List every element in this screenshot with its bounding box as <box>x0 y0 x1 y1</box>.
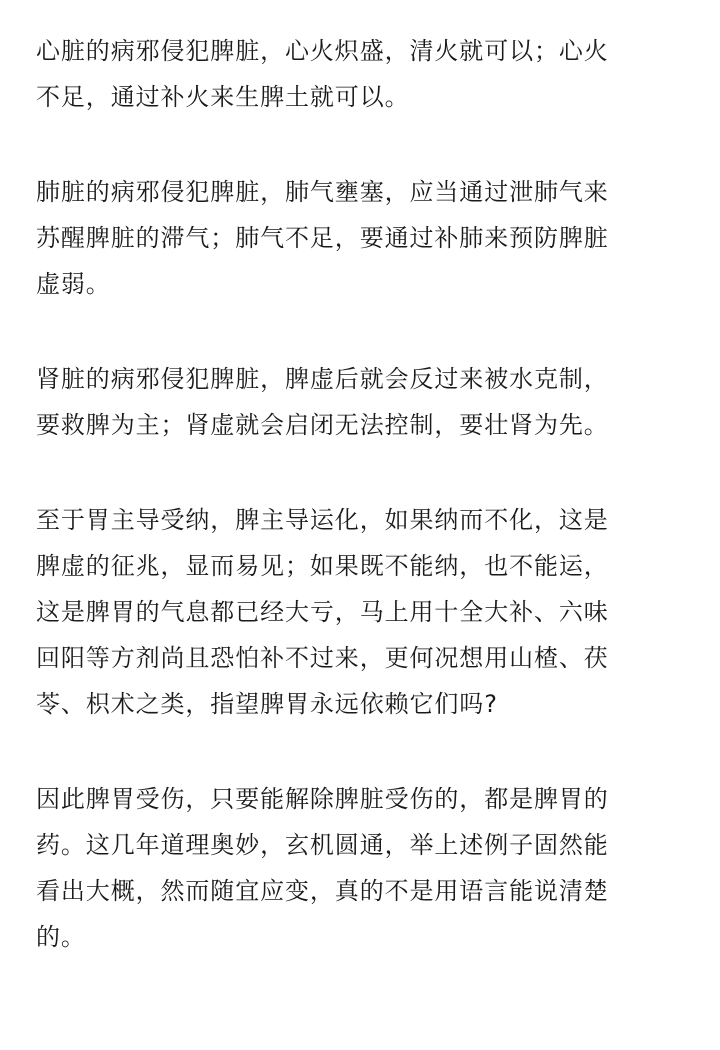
text-line: 脾虚的征兆，显而易见；如果既不能纳，也不能运， <box>36 552 609 580</box>
paragraph-heart <box>36 28 684 120</box>
text-line: 回阳等方剂尚且恐怕补不过来，更何况想用山楂、茯 <box>36 644 609 672</box>
article-body <box>36 28 684 1009</box>
paragraph-kidney <box>36 356 684 448</box>
text-line: 虚弱。 <box>36 270 111 298</box>
paragraph-stomach <box>36 497 684 727</box>
paragraph-lung <box>36 169 684 307</box>
text-line: 苓、枳术之类，指望脾胃永远依赖它们吗? <box>36 690 498 718</box>
text-line: 肾脏的病邪侵犯脾脏，脾虚后就会反过来被水克制， <box>36 365 609 393</box>
paragraph-conclusion <box>36 776 684 960</box>
text-line: 看出大概，然而随宜应变，真的不是用语言能说清楚 <box>36 877 609 905</box>
text-line: 肺脏的病邪侵犯脾脏，肺气壅塞，应当通过泄肺气来 <box>36 178 609 206</box>
text-line: 心脏的病邪侵犯脾脏，心火炽盛，清火就可以；心火 <box>36 37 609 65</box>
text-line: 要救脾为主；肾虚就会启闭无法控制，要壮肾为先。 <box>36 411 609 439</box>
text-line: 这是脾胃的气息都已经大亏，马上用十全大补、六味 <box>36 598 609 626</box>
text-line: 的。 <box>36 923 86 951</box>
text-line: 不足，通过补火来生脾土就可以。 <box>36 83 410 111</box>
text-line: 药。这几年道理奥妙，玄机圆通，举上述例子固然能 <box>36 831 609 859</box>
text-line: 因此脾胃受伤，只要能解除脾脏受伤的，都是脾胃的 <box>36 785 609 813</box>
text-line: 苏醒脾脏的滞气；肺气不足，要通过补肺来预防脾脏 <box>36 224 609 252</box>
text-line: 至于胃主导受纳，脾主导运化，如果纳而不化，这是 <box>36 506 609 534</box>
